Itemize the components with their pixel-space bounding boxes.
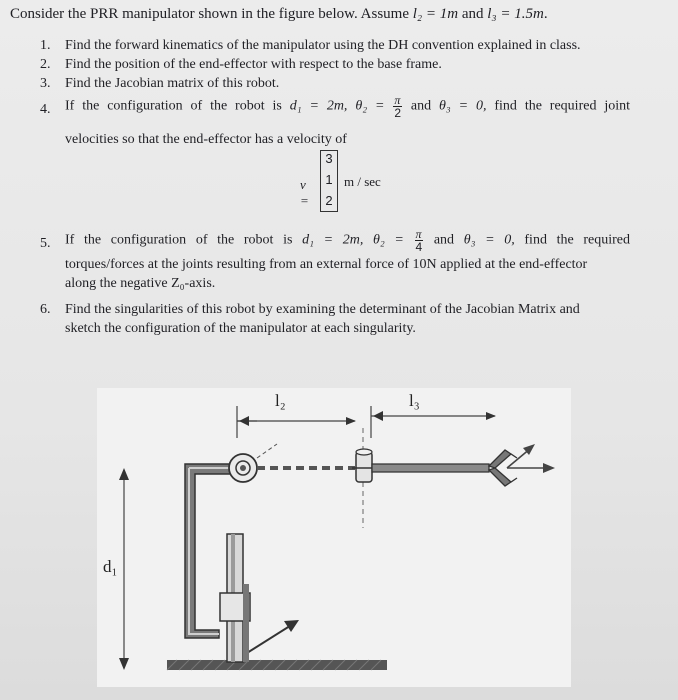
- prr-manipulator-diagram: [97, 388, 571, 687]
- fraction-denominator: 2: [394, 106, 401, 120]
- velocity-y: 1: [325, 172, 333, 187]
- intro-text: Consider the PRR manipulator shown in the figure below. Assume: [10, 6, 409, 22]
- velocity-unit: m / sec: [344, 174, 381, 189]
- velocity-label: v =: [300, 177, 309, 208]
- q4-tail: find the required joint: [494, 98, 631, 114]
- question-number: 6.: [40, 302, 51, 317]
- robot-figure: [97, 388, 571, 687]
- intro-and: and: [461, 6, 484, 22]
- q4-fraction: [393, 94, 402, 119]
- revolute-joint-2: [229, 454, 257, 482]
- question-number: 4.: [40, 102, 51, 117]
- question-number: 3.: [40, 76, 51, 91]
- problem-intro: [10, 6, 548, 23]
- fraction-denominator: 4: [415, 240, 423, 254]
- intro-l3: l₃ = 1.5m: [487, 6, 544, 22]
- intro-l2: l₂ = 1m: [412, 6, 459, 22]
- q5-cond1: d₁ = 2m, θ₂ =: [302, 232, 404, 248]
- question-text: Find the forward kinematics of the manipulator using the DH convention explained in class.: [65, 38, 581, 53]
- velocity-x: 3: [325, 151, 333, 166]
- label-d1: d₁: [103, 557, 118, 576]
- question-list: [40, 36, 630, 96]
- q5-fraction: [415, 228, 424, 253]
- question-6-line-1: Find the singularities of this robot by examining the determinant of the Jacobian Matrix and: [65, 302, 580, 317]
- q5-tail: find the required: [524, 232, 630, 248]
- question-4-line-2: velocities so that the end-effector has a velocity of: [65, 132, 347, 147]
- intro-end: .: [543, 6, 548, 22]
- question-5-line-3: along the negative Z₀-axis.: [65, 276, 216, 291]
- q5-and: and: [433, 232, 455, 248]
- question-5-line-1: [65, 228, 630, 253]
- question-number: 5.: [40, 236, 51, 251]
- q4-lead: If the configuration of the robot is: [65, 98, 282, 114]
- q4-cond1: d₁ = 2m, θ₂ =: [289, 98, 385, 114]
- question-6-line-2: sketch the configuration of the manipulator at each singularity.: [65, 321, 416, 336]
- question-number: 2.: [40, 57, 51, 72]
- label-l2: l₂: [275, 391, 286, 410]
- question-4-line-1: [65, 94, 630, 119]
- l3-dimension: [371, 406, 495, 438]
- question-5: [40, 228, 630, 298]
- q5-lead: If the configuration of the robot is: [65, 232, 293, 248]
- velocity-matrix: [320, 150, 338, 212]
- label-l3: l₃: [409, 391, 420, 410]
- link-3: [372, 464, 489, 472]
- q5-cond2: θ₃ = 0,: [463, 232, 515, 248]
- question-6: [40, 300, 630, 340]
- question-5-line-2: torques/forces at the joints resulting from an external force of 10N applied at the end-effector: [65, 257, 588, 272]
- velocity-z: 2: [325, 193, 333, 208]
- question-text: Find the position of the end-effector with respect to the base frame.: [65, 57, 442, 72]
- question-number: 1.: [40, 38, 51, 53]
- d1-dimension: [119, 468, 129, 670]
- fraction-numerator: π: [415, 227, 422, 241]
- q4-cond2: θ₃ = 0,: [439, 98, 487, 114]
- fraction-numerator: π: [394, 93, 401, 107]
- question-text: Find the Jacobian matrix of this robot.: [65, 76, 280, 91]
- l2-dimension: [237, 406, 355, 438]
- q4-and: and: [410, 98, 432, 114]
